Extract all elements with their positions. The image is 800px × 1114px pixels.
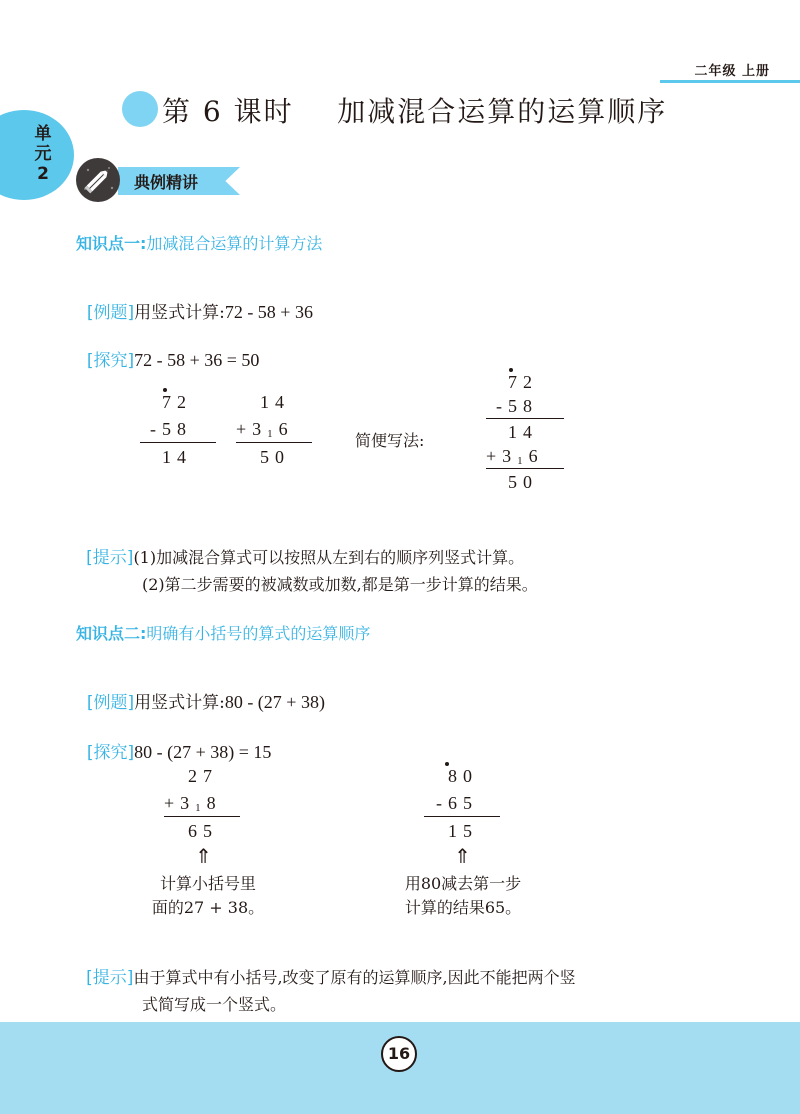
vc4-carry: 1 [195, 802, 207, 814]
vc4-addend-last: 8 [206, 793, 222, 813]
pencil-icon [76, 158, 120, 202]
vc3-row1: 72 [508, 372, 538, 392]
vc3-rule-2 [486, 468, 564, 469]
vertical-calc-1 [140, 392, 220, 468]
explore-tag: [探究] [86, 351, 135, 371]
borrow-dot [445, 762, 449, 766]
hint-tag: [提示] [86, 548, 134, 568]
vc4-addend-prefix: +3 [164, 793, 196, 813]
unit-label-number: 2 [37, 164, 49, 184]
example-tag: [例题] [86, 693, 135, 713]
vc5-result: 15 [448, 821, 478, 841]
vc1-subtrahend: -58 [150, 419, 192, 439]
hint-text: (1)加减混合算式可以按照从左到右的顺序列竖式计算。 [133, 548, 525, 567]
kp2-text: 明确有小括号的算式的运算顺序 [146, 624, 371, 643]
note-1 [128, 872, 288, 920]
vertical-calc-simplified [486, 372, 566, 493]
example-text: 用竖式计算: [134, 303, 225, 323]
knowledge-point-2 [76, 621, 370, 644]
vc1-result: 14 [162, 447, 192, 467]
unit-label-line1: 单 [34, 124, 52, 144]
kp2-hint-1 [76, 944, 576, 988]
vc3-rule-1 [486, 418, 564, 419]
kp2-explore [76, 718, 271, 763]
section-banner-label: 典例精讲 [134, 173, 199, 192]
hint-text: 由于算式中有小括号,改变了原有的运算顺序,因此不能把两个竖 [133, 968, 576, 987]
example-expression: 80 - (27 + 38) [224, 692, 325, 712]
kp2-example [76, 668, 325, 713]
vc2-carry: 1 [267, 428, 279, 440]
kp1-text: 加减混合运算的计算方法 [146, 234, 323, 253]
vc5-rule [424, 816, 500, 817]
kp1-hint-2: (2)第二步需要的被减数或加数,都是第一步计算的结果。 [142, 575, 538, 594]
example-text: 用竖式计算: [134, 693, 225, 713]
carry-dot [163, 388, 167, 392]
note-2-line1: 用80减去第一步 [404, 874, 522, 893]
grade-label: 二年级 上册 [694, 64, 770, 79]
vc3-row4-last: 6 [528, 446, 544, 466]
vc5-top: 80 [448, 766, 478, 786]
unit-label [28, 124, 58, 184]
vertical-calc-4 [424, 766, 504, 842]
arrow-up-icon: ⇑ [454, 844, 471, 868]
vc3-row3: 14 [508, 422, 538, 442]
example-tag: [例题] [86, 303, 135, 323]
vc3-row4 [486, 446, 544, 467]
vc3-row4-prefix: +3 [486, 446, 518, 466]
vc2-addend-prefix: +3 [236, 419, 268, 439]
kp1-label: 知识点一: [76, 234, 147, 253]
vertical-calc-2 [236, 392, 316, 468]
vc2-addend-last: 6 [278, 419, 294, 439]
explore-expression: 80 - (27 + 38) = 15 [134, 742, 272, 762]
vc1-rule [140, 442, 216, 443]
vc2-top: 14 [260, 392, 290, 412]
example-expression: 72 - 58 + 36 [224, 302, 313, 322]
vc4-result: 65 [188, 821, 218, 841]
note-2-line2: 计算的结果65。 [404, 898, 522, 917]
vc3-row5: 50 [508, 472, 538, 492]
kp1-explore [76, 326, 259, 371]
note-2 [378, 872, 548, 920]
arrow-up-icon: ⇑ [195, 844, 212, 868]
kp2-hint-2: 式简写成一个竖式。 [142, 995, 287, 1014]
vc5-subtrahend: -65 [436, 793, 478, 813]
kp1-hint-1 [76, 524, 524, 568]
vertical-calc-3 [164, 766, 244, 842]
explore-expression: 72 - 58 + 36 = 50 [134, 350, 260, 370]
explore-tag: [探究] [86, 743, 135, 763]
unit-label-line2: 元 [34, 144, 52, 164]
header-rule [660, 80, 800, 83]
note-1-line2: 面的27 + 38。 [151, 898, 265, 917]
vc3-row2: -58 [496, 396, 538, 416]
vc2-result: 50 [260, 447, 290, 467]
knowledge-point-1 [76, 231, 322, 254]
vc3-carry: 1 [517, 455, 529, 467]
vc2-addend [236, 419, 294, 440]
note-1-line1: 计算小括号里 [159, 874, 256, 893]
page-number: 16 [381, 1036, 417, 1072]
carry-dot [509, 368, 513, 372]
vc2-rule [236, 442, 312, 443]
kp1-example [76, 278, 313, 323]
title-bullet [122, 91, 158, 127]
hint-tag: [提示] [86, 968, 134, 988]
page-title: 第 6 课时 加减混合运算的运算顺序 [162, 95, 668, 128]
vc1-top: 72 [162, 392, 192, 412]
simplified-label: 简便写法: [355, 431, 425, 450]
vc4-top: 27 [188, 766, 218, 786]
kp2-label: 知识点二: [76, 624, 147, 643]
vc4-addend [164, 793, 222, 814]
vc4-rule [164, 816, 240, 817]
